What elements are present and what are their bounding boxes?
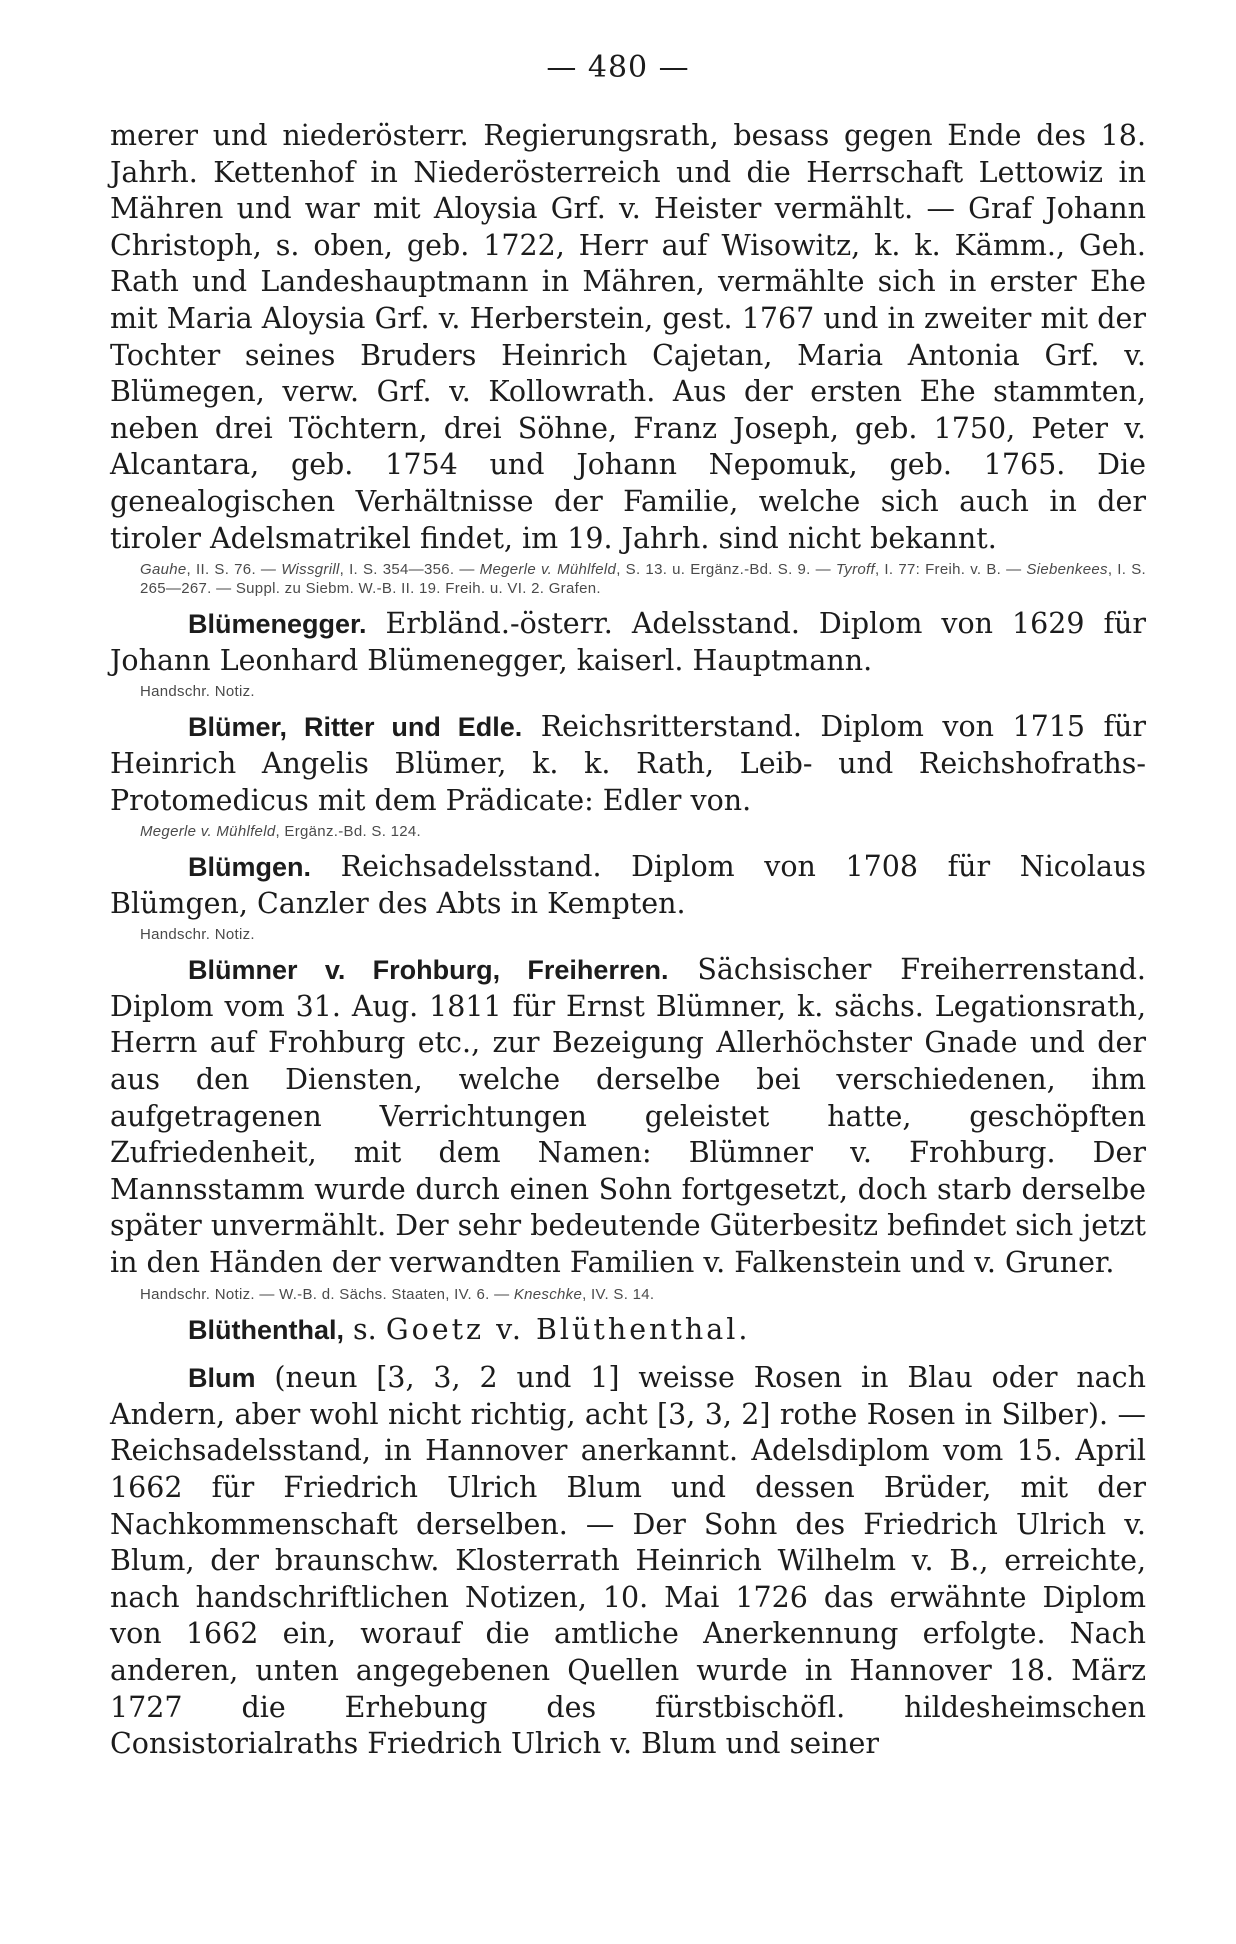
entry-bluethenthal [110,1312,1146,1349]
citation-text: , I. S. 265—267. — Suppl. zu Siebm. W.-B. II. 19. Freih. u. VI. 2. Grafen. [140,561,1146,598]
entry-bluemner-frohburg [110,952,1146,1303]
source-citation: Handschr. Notiz. [140,683,255,701]
entry-bluemenegger [110,606,1146,701]
entry-paragraph [110,952,1146,1281]
page-content [110,118,1146,1763]
entry-paragraph [110,1360,1146,1763]
entry-text: Reichsritterstand. Diplom von 1715 für Heinrich Angelis Blümer, k. k. Rath, Leib- und Reichshofraths-Protomedicus mit dem Prädicate: Edler von. [110,710,1146,817]
citation-author: Megerle v. Mühlfeld [479,561,617,579]
citation-text: , II. S. 76. — [186,561,282,579]
citation-author: Siebenkees [1026,561,1108,579]
entry-headword: Blümer, Ritter und Edle. [188,712,523,743]
citation-author: Gauhe [140,561,187,579]
entry-bluemer [110,709,1146,841]
source-citation [140,560,1146,598]
citation-text: , S. 13. u. Ergänz.-Bd. S. 9. — [616,561,836,579]
entry-headword: Blüthenthal, [188,1314,344,1345]
citation-text: , I. S. 354—356. — [339,561,480,579]
citation-author: Tyroff [835,561,875,579]
cross-reference: Goetz v. Blüthenthal. [385,1312,751,1346]
entry-headword: Blümgen. [188,852,312,883]
source-citation [140,822,1146,841]
entry-text: (neun [3, 3, 2 und 1] weisse Rosen in Blau oder nach Andern, aber wohl nicht richtig, acht [3, 3, 2] rothe Rosen in Silber). — Reichsadelsstand, in Hannover anerkannt. Adelsdiplom vom 15. April 1662 für Friedrich Ulrich Blum und dessen Brüder, mit der Nachkommenschaft derselben. — Der Sohn des Friedrich Ulrich v. Blum, der braunschw. Klosterrath Heinrich Wilhelm v. B., erreichte, nach handschriftlichen Notizen, 10. Mai 1726 das erwähnte Diplom von 1662 ein, worauf die amtliche Anerkennung erfolgte. Nach anderen, unten angegebenen Quellen wurde in Hannover 18. März 1727 die Erhebung des fürstbischöfl. hildesheimschen Consistorialraths Friedrich Ulrich v. Blum und seiner [110,1361,1146,1761]
entry-text: Reichsadelsstand. Diplom von 1708 für Nicolaus Blümgen, Canzler des Abts in Kempten. [110,850,1146,920]
entry-text: Sächsischer Freiherrenstand. Diplom vom 31. Aug. 1811 für Ernst Blümner, k. sächs. Legationsrath, Herrn auf Frohburg etc., zur Bezeigung Allerhöchster Gnade und der aus den Diensten, welche derselbe bei verschiedenen, ihm aufgetragenen Verrichtungen geleistet hatte, geschöpften Zufriedenheit, mit dem Namen: Blümner v. Frohburg. Der Mannsstamm wurde durch einen Sohn fortgesetzt, doch starb derselbe später unvermählt. Der sehr bedeutende Güterbesitz befindet sich jetzt in den Händen der verwandten Familien v. Falkenstein und v. Gruner. [110,953,1146,1280]
citation-text: , I. 77: Freih. v. B. — [874,561,1027,579]
entry-blum [110,1360,1146,1763]
citation-author: Wissgrill [281,561,340,579]
citation-text: , IV. S. 14. [582,1285,655,1303]
entry-paragraph [110,1312,1146,1349]
page-number: — 480 — [546,50,690,85]
source-citation [140,1285,1146,1304]
citation-text: , Ergänz.-Bd. S. 124. [275,823,422,841]
citation-text: Handschr. Notiz. — W.-B. d. Sächs. Staaten, IV. 6. — [140,1285,514,1303]
continued-paragraph: merer und niederösterr. Regierungsrath, besass gegen Ende des 18. Jahrh. Kettenhof in Niederösterreich und die Herrschaft Lettowiz in Mähren und war mit Aloysia Grf. v. Heister vermählt. — Graf Johann Christoph, s. oben, geb. 1722, Herr auf Wisowitz, k. k. Kämm., Geh. Rath und Landeshauptmann in Mähren, vermählte sich in erster Ehe mit Maria Aloysia Grf. v. Herberstein, gest. 1767 und in zweiter mit der Tochter seines Bruders Heinrich Cajetan, Maria Antonia Grf. v. Blümegen, verw. Grf. v. Kollowrath. Aus der ersten Ehe stammten, neben drei Töchtern, drei Söhne, Franz Joseph, geb. 1750, Peter v. Alcantara, geb. 1754 und Johann Nepomuk, geb. 1765. Die genealogischen Verhältnisse der Familie, welche sich auch in der tiroler Adelsmatrikel findet, im 19. Jahrh. sind nicht bekannt. [110,119,1146,555]
entry-headword: Blümner v. Frohburg, Freiherren. [188,955,669,986]
entry-bluemgen [110,849,1146,944]
entry-text: Erbländ.-österr. Adelsstand. Diplom von 1629 für Johann Leonhard Blümenegger, kaiserl. Hauptmann. [110,607,1146,677]
citation-author: Megerle v. Mühlfeld [140,823,276,841]
entry-paragraph [110,606,1146,679]
entry-text: s. [344,1312,386,1346]
entry-paragraph [110,709,1146,819]
entry-headword: Blum [188,1363,256,1394]
entry-paragraph [110,849,1146,922]
entry-headword: Blümenegger. [188,609,367,640]
citation-author: Kneschke [513,1285,583,1303]
source-citation: Handschr. Notiz. [140,926,255,944]
